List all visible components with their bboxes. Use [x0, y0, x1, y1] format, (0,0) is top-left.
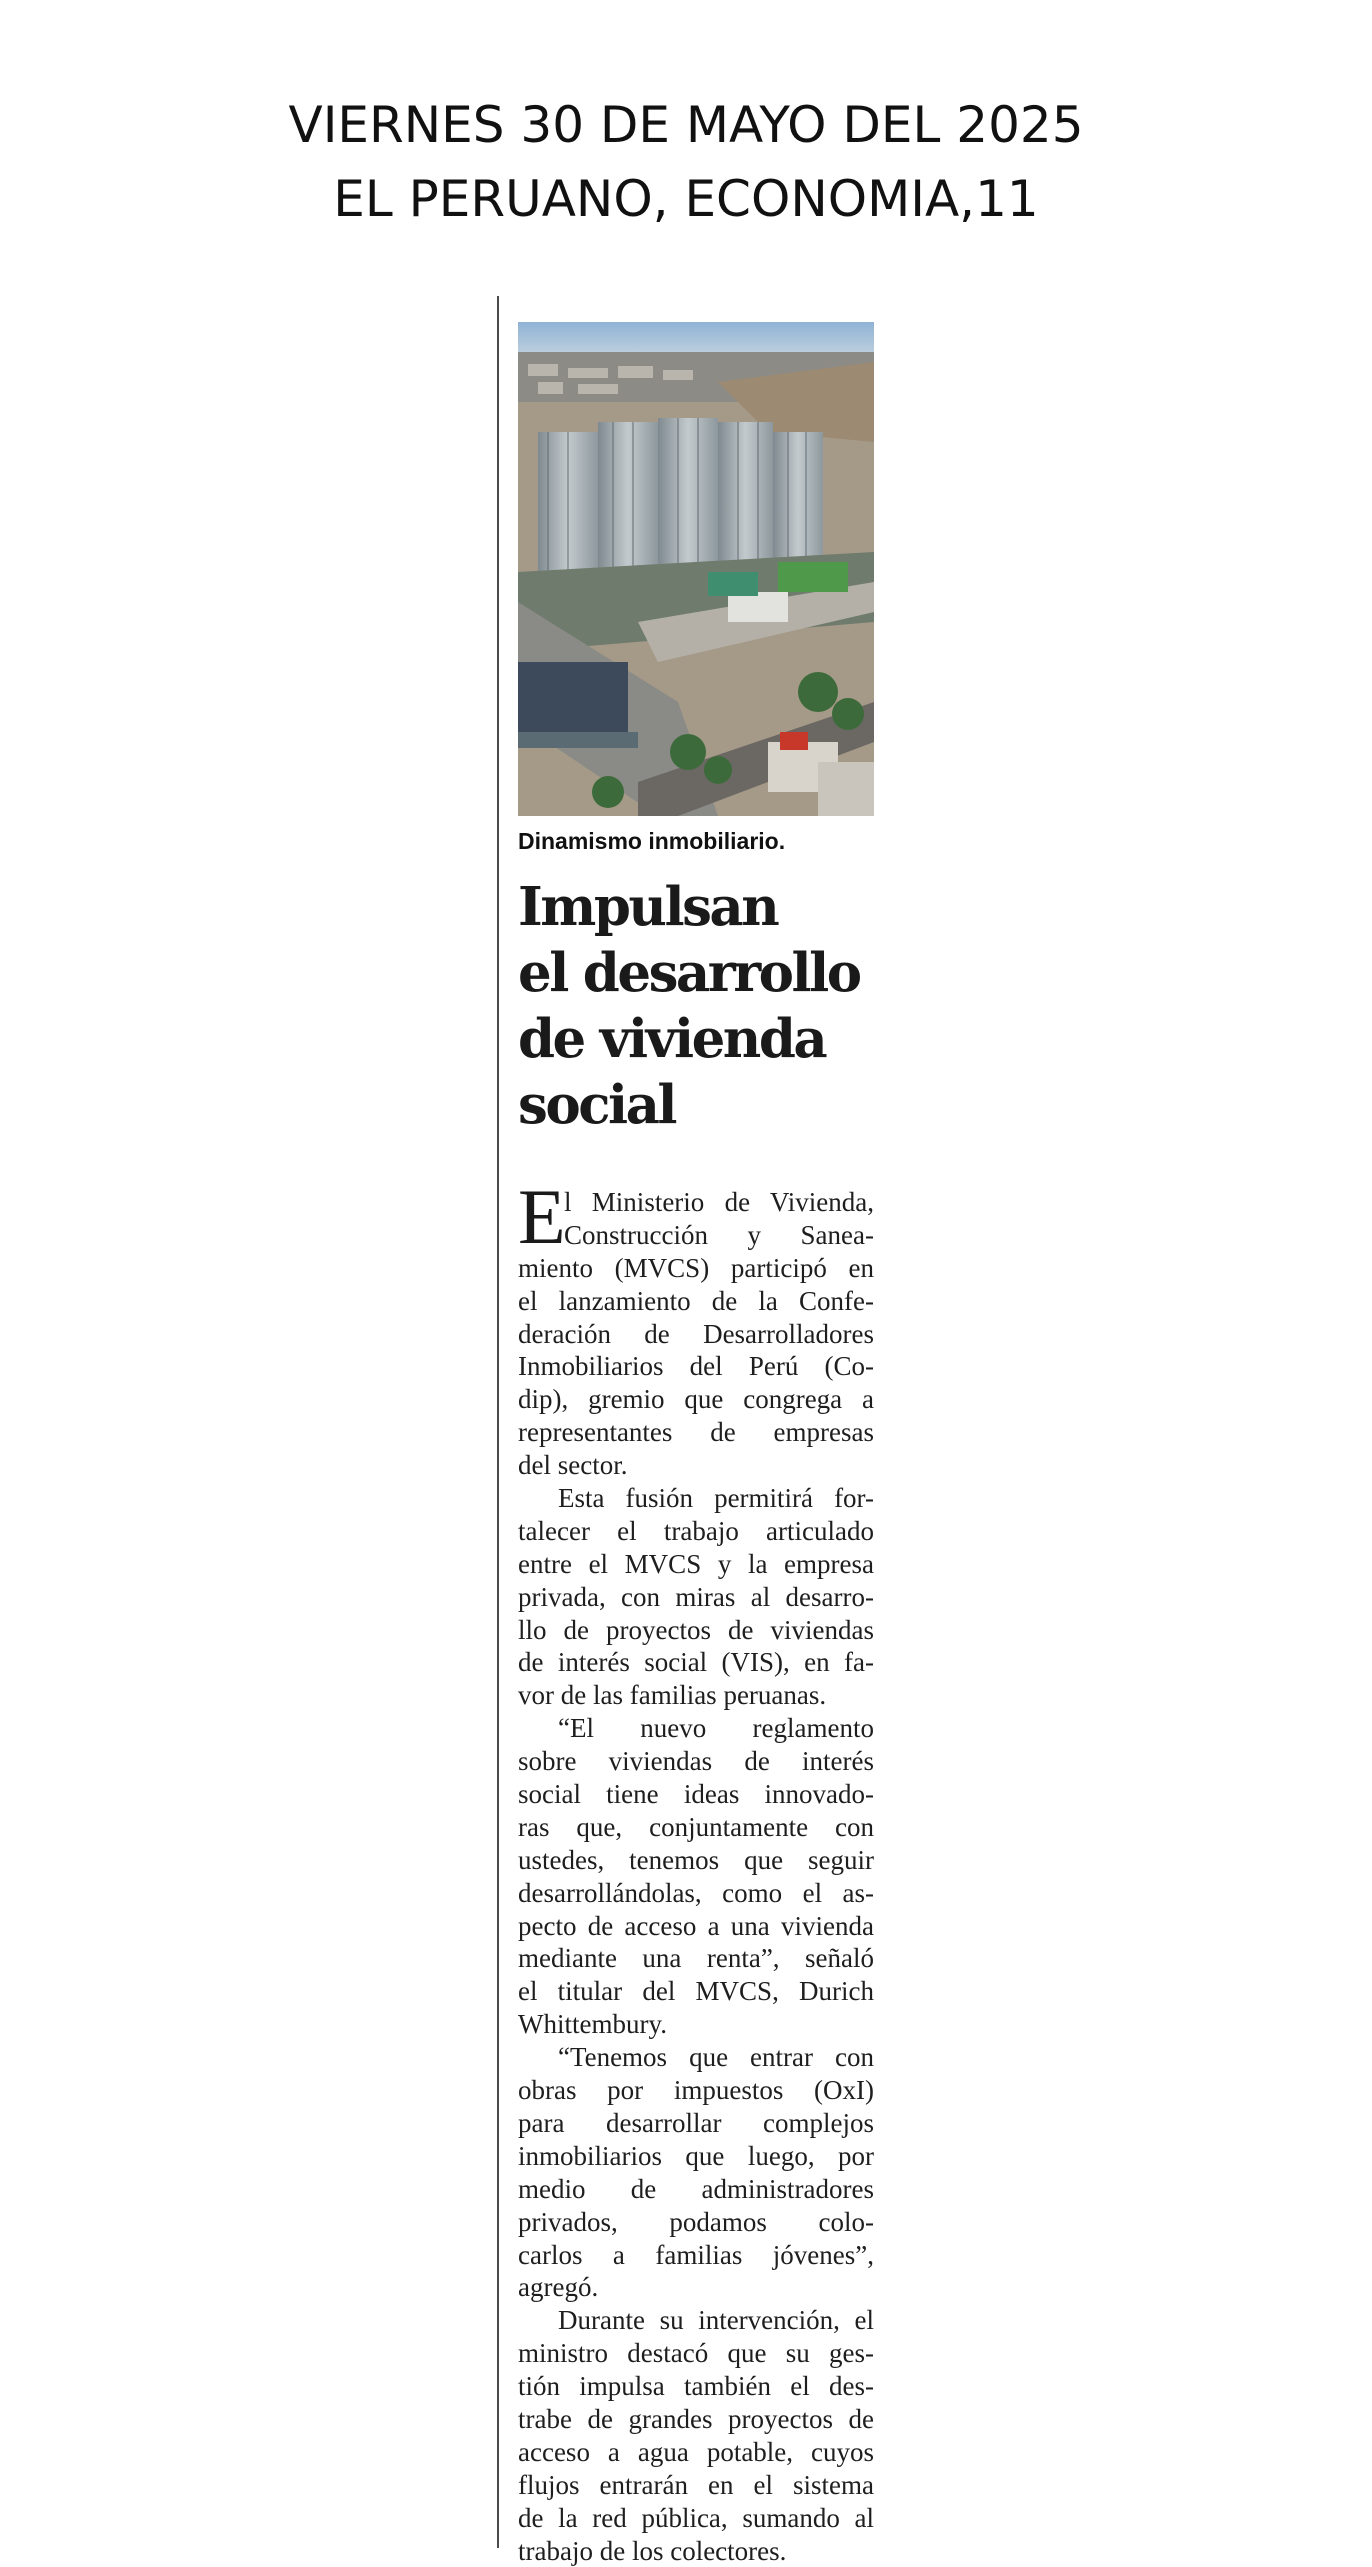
article-line: Inmobiliarios del Perú (Co-: [518, 1351, 874, 1382]
photo-caption: Dinamismo inmobiliario.: [518, 828, 786, 854]
article-line: agregó.: [518, 2272, 599, 2303]
article-line: desarrollándolas, como el as-: [518, 1877, 874, 1908]
article-line: carlos a familias jóvenes”,: [518, 2239, 874, 2270]
article-line: Whittembury.: [518, 2009, 667, 2040]
headline-line: Impulsan: [518, 876, 778, 938]
article-line: para desarrollar complejos: [518, 2107, 874, 2138]
article-line: privada, con miras al desarro-: [518, 1581, 874, 1612]
article-line: de interés social (VIS), en fa-: [518, 1647, 874, 1678]
article-line: el titular del MVCS, Durich: [518, 1976, 874, 2007]
article-line: trabajo de los colectores.: [518, 2535, 787, 2566]
article-line: inmobiliarios que luego, por: [518, 2140, 874, 2171]
article-line: miento (MVCS) participó en: [518, 1252, 874, 1283]
article-headline: [518, 874, 878, 1138]
article-line: “El nuevo reglamento: [558, 1713, 874, 1744]
article-line: ustedes, tenemos que seguir: [518, 1844, 874, 1875]
article-line: deración de Desarrolladores: [518, 1318, 874, 1349]
article-line: privados, podamos colo-: [518, 2206, 874, 2237]
drop-cap: E: [518, 1173, 566, 1260]
aerial-city-photo: [518, 322, 874, 816]
source-line: EL PERUANO, ECONOMIA,11: [333, 170, 1039, 228]
article-line: Construcción y Sanea-: [564, 1219, 874, 1250]
article-line: flujos entrarán en el sistema: [518, 2469, 874, 2500]
article-line: acceso a agua potable, cuyos: [518, 2436, 874, 2467]
headline-line: de vivienda: [518, 1008, 826, 1070]
date-line: VIERNES 30 DE MAYO DEL 2025: [288, 96, 1084, 154]
article-line: social tiene ideas innovado-: [518, 1779, 874, 1810]
article-line: l Ministerio de Vivienda,: [564, 1187, 874, 1217]
article-line: de la red pública, sumando al: [518, 2502, 874, 2533]
article-line: llo de proyectos de viviendas: [518, 1614, 874, 1645]
article-line: dip), gremio que congrega a: [518, 1384, 874, 1415]
headline-line: el desarrollo: [518, 942, 860, 1004]
article-line: entre el MVCS y la empresa: [518, 1548, 874, 1579]
article-line: medio de administradores: [518, 2173, 874, 2204]
article-line: ras que, conjuntamente con: [518, 1811, 874, 1842]
article-line: obras por impuestos (OxI): [518, 2075, 874, 2106]
article-line: “Tenemos que entrar con: [558, 2042, 874, 2073]
article-line: talecer el trabajo articulado: [518, 1515, 874, 1546]
article-line: tión impulsa también el des-: [518, 2371, 874, 2402]
article-line: ministro destacó que su ges-: [518, 2338, 874, 2369]
column-rule: [497, 296, 499, 2548]
page-header: [0, 88, 1372, 236]
article-line: representantes de empresas: [518, 1417, 874, 1448]
article-line: trabe de grandes proyectos de: [518, 2403, 874, 2434]
article-body: [518, 1173, 874, 2567]
article-line: sobre viviendas de interés: [518, 1746, 874, 1777]
article-line: pecto de acceso a una vivienda: [518, 1910, 874, 1941]
article-line: mediante una renta”, señaló: [518, 1943, 874, 1974]
article-line: vor de las familias peruanas.: [518, 1680, 827, 1711]
headline-line: social: [518, 1074, 676, 1136]
article-line: Durante su intervención, el: [558, 2305, 874, 2336]
article-line: el lanzamiento de la Confe-: [518, 1285, 874, 1316]
article-line: Esta fusión permitirá for-: [558, 1483, 874, 1514]
article-line: del sector.: [518, 1450, 628, 1481]
